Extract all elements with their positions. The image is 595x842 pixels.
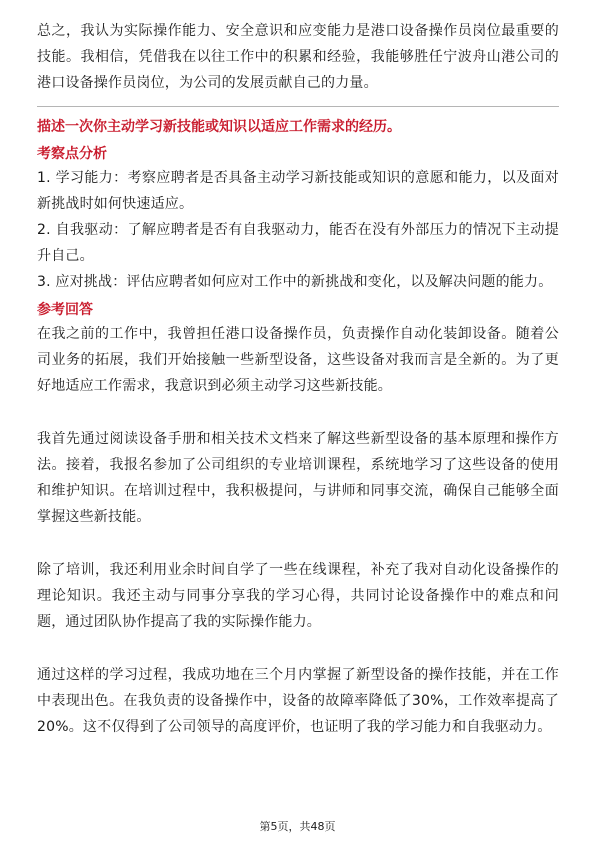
analysis-point-2: 2. 自我驱动：了解应聘者是否有自我驱动力，能否在没有外部压力的情况下主动提升自己。 xyxy=(37,222,559,264)
answer-paragraph-1: 在我之前的工作中，我曾担任港口设备操作员，负责操作自动化装卸设备。随着公司业务的拓展，我们开始接触一些新型设备，这些设备对我而言是全新的。为了更好地适应工作需求，我意识到必须主动学习这些新技能。 xyxy=(37,326,559,394)
answer-paragraph-4: 通过这样的学习过程，我成功地在三个月内掌握了新型设备的操作技能，并在工作中表现出色。在我负责的设备操作中，设备的故障率降低了30%，工作效率提高了20%。这不仅得到了公司领导的高度评价，也证明了我的学习能力和自我驱动力。 xyxy=(37,667,559,735)
answer-title: 参考回答 xyxy=(37,302,93,318)
document-page xyxy=(37,18,559,740)
analysis-point-1: 1. 学习能力：考察应聘者是否具备主动学习新技能或知识的意愿和能力，以及面对新挑战时如何快速适应。 xyxy=(37,170,559,212)
intro-paragraph: 总之，我认为实际操作能力、安全意识和应变能力是港口设备操作员岗位最重要的技能。我相信，凭借我在以往工作中的积累和经验，我能够胜任宁波舟山港公司的港口设备操作员岗位，为公司的发展贡献自己的力量。 xyxy=(37,23,559,91)
analysis-title: 考察点分析 xyxy=(37,146,107,162)
page-number-footer: 第5页，共48页 xyxy=(259,820,336,833)
answer-paragraph-2: 我首先通过阅读设备手册和相关技术文档来了解这些新型设备的基本原理和操作方法。接着，我报名参加了公司组织的专业培训课程，系统地学习了这些设备的使用和维护知识。在培训过程中，我积极提问，与讲师和同事交流，确保自己能够全面掌握这些新技能。 xyxy=(37,431,559,525)
analysis-point-3: 3. 应对挑战：评估应聘者如何应对工作中的新挑战和变化，以及解决问题的能力。 xyxy=(37,274,553,290)
section-divider xyxy=(37,106,559,107)
answer-paragraph-3: 除了培训，我还利用业余时间自学了一些在线课程，补充了我对自动化设备操作的理论知识。我还主动与同事分享我的学习心得，共同讨论设备操作中的难点和问题，通过团队协作提高了我的实际操作能力。 xyxy=(37,562,559,630)
question-heading: 描述一次你主动学习新技能或知识以适应工作需求的经历。 xyxy=(37,119,401,135)
